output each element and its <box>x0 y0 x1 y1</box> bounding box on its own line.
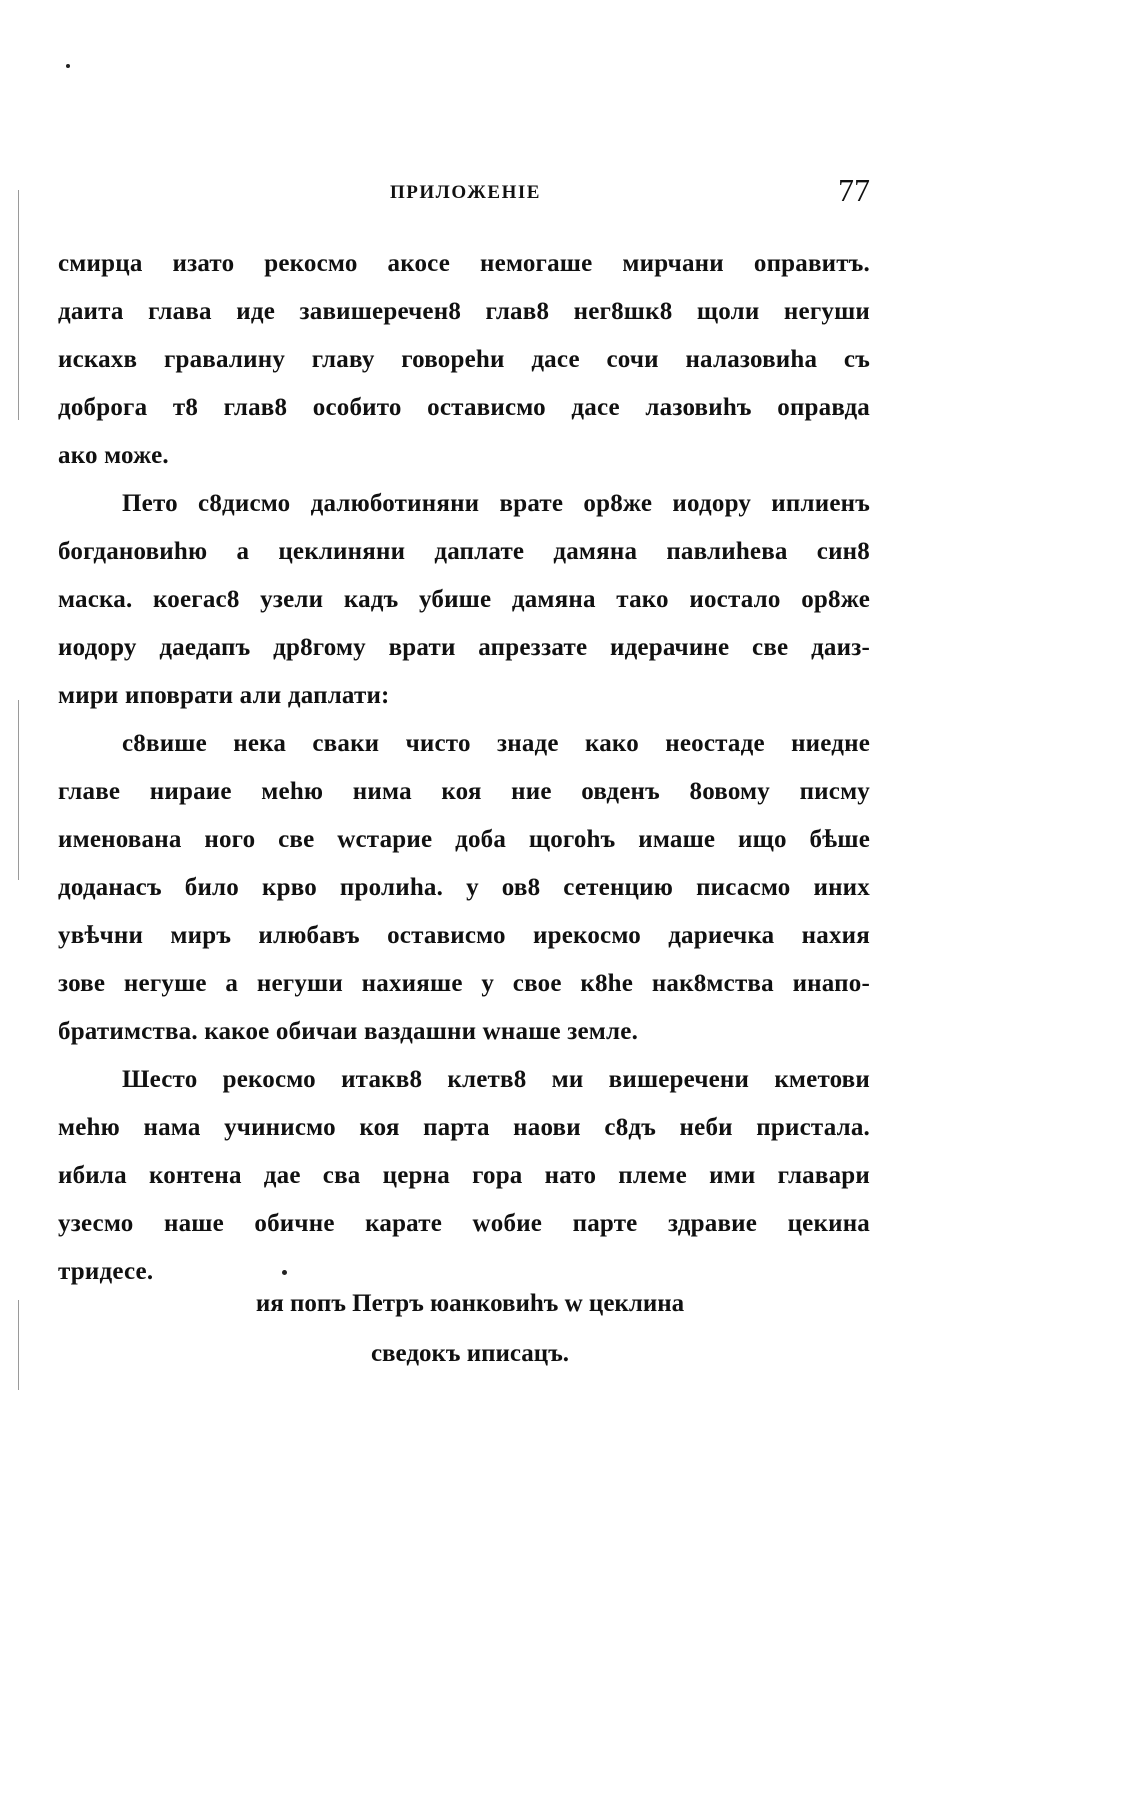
text-line: иодору даедапъ др8гому врати апреззате идерачине све даиз- <box>58 634 870 661</box>
text-line: доброга т8 глав8 особито остависмо дасе лазовиhъ оправда <box>58 394 870 421</box>
paragraph <box>58 240 870 480</box>
text-line: увѣчни миръ илюбавъ остависмо ирекосмо дариечка нахия <box>58 922 870 949</box>
scan-edge-mark <box>18 700 19 880</box>
text-line: тридесе. <box>58 1258 154 1285</box>
paragraph <box>58 480 870 720</box>
signature-role: сведокъ иписацъ. <box>370 1340 570 1367</box>
running-title: ПРИЛОЖЕНIЕ <box>390 182 541 203</box>
text-line: братимства. какое обичаи ваздашни wнаше земле. <box>58 1018 639 1045</box>
text-line: богдановиhю а цеклиняни даплате дамяна павлиhева син8 <box>58 538 870 565</box>
scan-edge-mark <box>18 190 19 420</box>
text-line: смирца изато рекосмо акосе немогаше мирчани оправитъ. <box>58 250 870 277</box>
text-line: ибила контена дае сва церна гора нато племе ими главари <box>58 1162 870 1189</box>
signature-line: ия попъ Петръ юанковиhъ w цеклина <box>255 1290 685 1317</box>
text-line: зове негуше а негуши нахияше у свое к8hе нак8мства инапо- <box>58 970 870 997</box>
text-line: даита глава иде завишеречен8 глав8 нег8шк8 щоли негуши <box>58 298 870 325</box>
paragraph <box>58 720 870 1056</box>
text-line: Шесто рекосмо итакв8 клетв8 ми вишеречени кметови <box>122 1066 870 1093</box>
body-text <box>58 240 870 1296</box>
page-header <box>60 172 870 218</box>
text-line: меhю нама учинисмо коя парта наови с8дъ неби пристала. <box>58 1114 870 1141</box>
text-line: маска. коегас8 узели кадъ убише дамяна тако иостало ор8же <box>58 586 870 613</box>
text-line: узесмо наше обичне карате wобие парте здравие цекина <box>58 1210 870 1237</box>
scan-speck <box>66 64 70 68</box>
page-number: 77 <box>838 172 870 208</box>
text-line: ако може. <box>58 442 169 469</box>
text-line: искахв гравалину главу говореhи дасе сочи налазовиhа съ <box>58 346 870 373</box>
text-line: именована ного све wстарие доба щогоhъ имаше ищо бѣше <box>58 826 870 853</box>
text-line: Пето с8дисмо далюботиняни врате ор8же иодору иплиенъ <box>122 490 870 517</box>
scan-edge-mark <box>18 1300 19 1390</box>
text-line: с8више нека сваки чисто знаде како неостаде ниедне <box>122 730 870 757</box>
text-line: доданасъ било крво пролиhа. у ов8 сетенцию писасмо иних <box>58 874 870 901</box>
text-line: мири иповрати али даплати: <box>58 682 390 709</box>
paragraph <box>58 1056 870 1296</box>
text-line: главе нираие меhю нима коя ние овденъ 8овому писму <box>58 778 870 805</box>
